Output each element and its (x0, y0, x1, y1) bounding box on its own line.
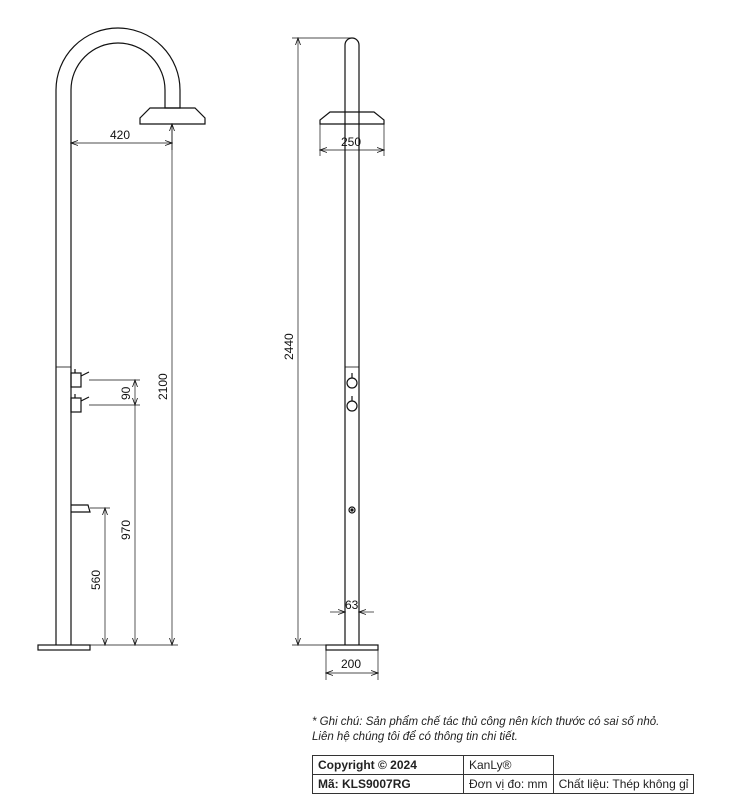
dim-valve-height: 970 (119, 519, 133, 540)
dim-valve-spacing: 90 (119, 386, 133, 400)
dim-pipe-width: 63 (345, 598, 359, 612)
front-gooseneck (56, 28, 180, 108)
note-line-1: * Ghi chú: Sản phẩm chế tác thủ công nên kích thước có sai số nhỏ. (312, 716, 660, 728)
material-cell: Chất liệu: Thép không gỉ (553, 775, 694, 794)
side-valve-lower (347, 401, 357, 411)
front-valve-upper (71, 369, 89, 387)
copyright-cell: Copyright © 2024 (313, 756, 464, 775)
front-base-plate (38, 645, 90, 650)
dim-head-width: 250 (341, 135, 362, 149)
front-shower-head (140, 108, 205, 124)
dim-head-reach: 420 (110, 128, 131, 142)
brand-cell: KanLy® (464, 756, 554, 775)
side-valve-upper (347, 378, 357, 388)
unit-cell: Đơn vị đo: mm (464, 775, 554, 794)
side-dimensions (292, 38, 384, 680)
info-table (312, 755, 694, 794)
front-view (38, 28, 205, 650)
front-spout (71, 505, 90, 512)
side-base-plate (326, 645, 378, 650)
product-code-cell: Mã: KLS9007RG (313, 775, 464, 794)
dim-spout-height: 560 (89, 569, 103, 590)
side-pole (345, 38, 359, 645)
dim-total-height: 2440 (282, 333, 296, 360)
disclaimer-note (312, 715, 659, 745)
note-line-2: Liên hệ chúng tôi để có thông tin chi tiết. (312, 731, 518, 743)
side-view (320, 38, 384, 650)
side-shower-head (320, 112, 384, 124)
empty-cell (553, 756, 694, 775)
dim-base-width: 200 (341, 657, 362, 671)
front-valve-lower (71, 394, 89, 412)
dim-head-height: 2100 (156, 373, 170, 400)
